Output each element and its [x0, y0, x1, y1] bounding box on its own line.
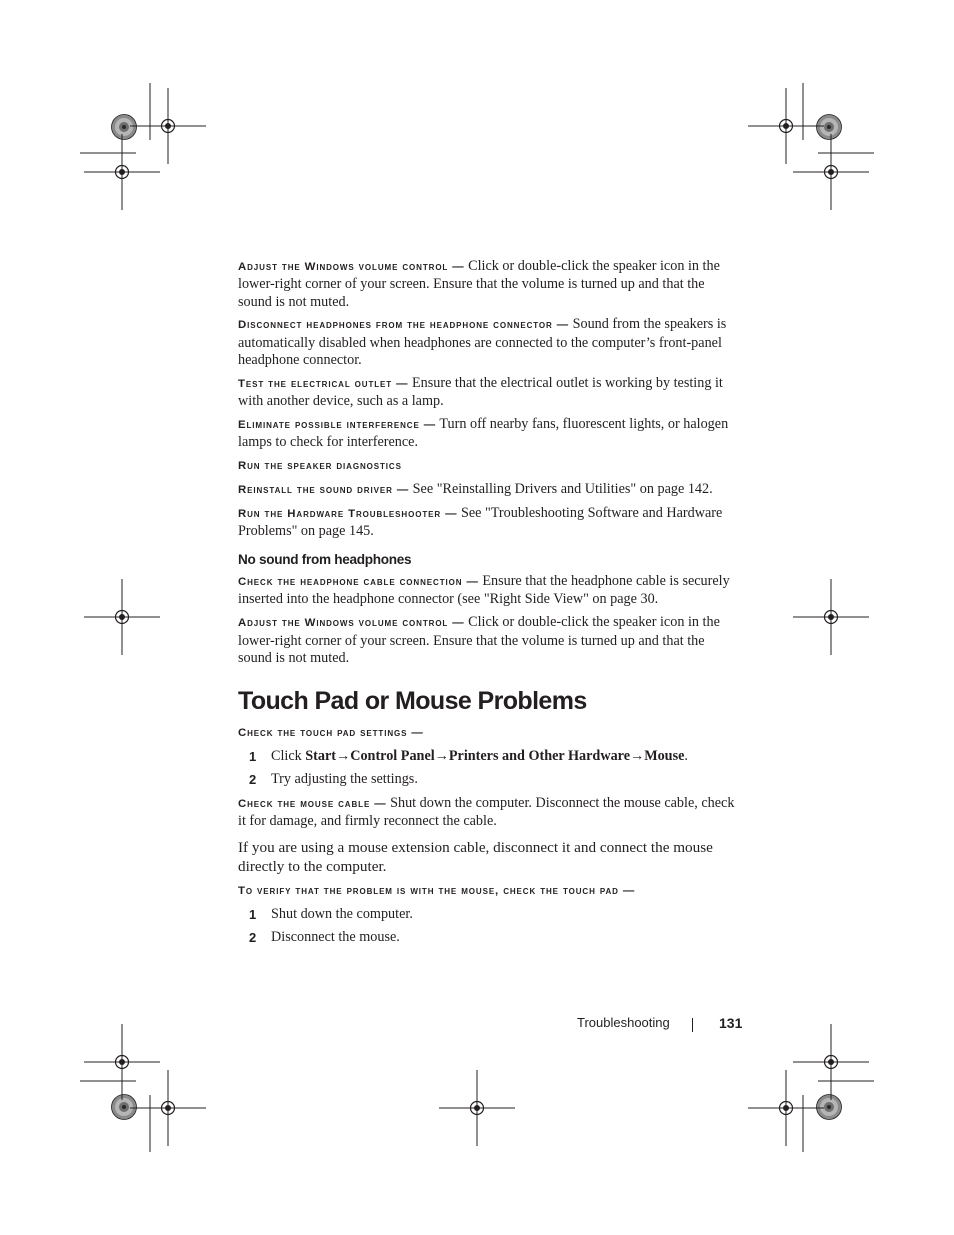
- page-content: [238, 258, 738, 953]
- step-number: 1: [249, 748, 257, 764]
- entry-adjust-volume: Adjust the Windows volume control — Click or double-click the speaker icon in the lower-right corner of your screen. Ensure that the volume is turned up and that the sound is not muted.: [238, 258, 720, 310]
- entry-speaker-diagnostics: Run the speaker diagnostics: [238, 459, 402, 472]
- entry-hardware-troubleshooter: Run the Hardware Troubleshooter — See "Troubleshooting Software and Hardware Problems" on page 145.: [238, 504, 723, 539]
- page-number: 131: [719, 1015, 743, 1031]
- footer-divider: [692, 1018, 693, 1032]
- footer-section-name: Troubleshooting: [577, 1015, 670, 1030]
- step-item: [238, 929, 738, 946]
- subheading-no-sound-headphones: No sound from headphones: [238, 552, 412, 568]
- step-text: Disconnect the mouse.: [271, 929, 400, 946]
- entry-reinstall-driver: Reinstall the sound driver — See "Reinstalling Drivers and Utilities" on page 142.: [238, 480, 713, 497]
- step-item: [238, 771, 738, 788]
- menu-path: Start→Control Panel→Printers and Other Hardware→Mouse: [305, 747, 685, 764]
- entry-adjust-volume-headphones: Adjust the Windows volume control — Click or double-click the speaker icon in the lower-right corner of your screen. Ensure that the volume is turned up and that the sound is not muted.: [238, 614, 720, 666]
- lead-verify-mouse: To verify that the problem is with the mouse, check the touch pad —: [238, 885, 636, 898]
- speaker-entries: [238, 258, 738, 540]
- entry-disconnect-headphones: Disconnect headphones from the headphone connector — Sound from the speakers is automatically disabled when headphones are connected to the computer’s front-panel headphone connector.: [238, 316, 727, 368]
- step-item: [238, 906, 738, 923]
- step-text: Try adjusting the settings.: [271, 771, 418, 788]
- entry-test-outlet: Test the electrical outlet — Ensure that the electrical outlet is working by testing it with another device, such as a lamp.: [238, 374, 723, 410]
- step-text: Shut down the computer.: [271, 905, 413, 922]
- entry-check-headphone-cable: Check the headphone cable connection — Ensure that the headphone cable is securely inserted into the headphone connector (see "Right Side View" on page 30.: [238, 573, 730, 608]
- step-number: 2: [249, 930, 257, 946]
- step-text: Click Start→Control Panel→Printers and Other Hardware→Mouse.: [271, 747, 688, 764]
- headphone-entries: [238, 573, 738, 667]
- paragraph-extension-cable: If you are using a mouse extension cable, disconnect it and connect the mouse directly to the computer.: [238, 839, 713, 876]
- entry-check-mouse-cable: Check the mouse cable — Shut down the computer. Disconnect the mouse cable, check it for damage, and firmly reconnect the cable.: [238, 794, 735, 829]
- entry-eliminate-interference: Eliminate possible interference — Turn off nearby fans, fluorescent lights, or halogen lamps to check for interference.: [238, 415, 729, 451]
- step-number: 1: [249, 906, 257, 922]
- lead-check-touch-pad-settings: Check the touch pad settings —: [238, 727, 424, 740]
- step-number: 2: [249, 772, 257, 788]
- section-heading-touch-pad: Touch Pad or Mouse Problems: [238, 687, 587, 716]
- step-item: [238, 748, 738, 765]
